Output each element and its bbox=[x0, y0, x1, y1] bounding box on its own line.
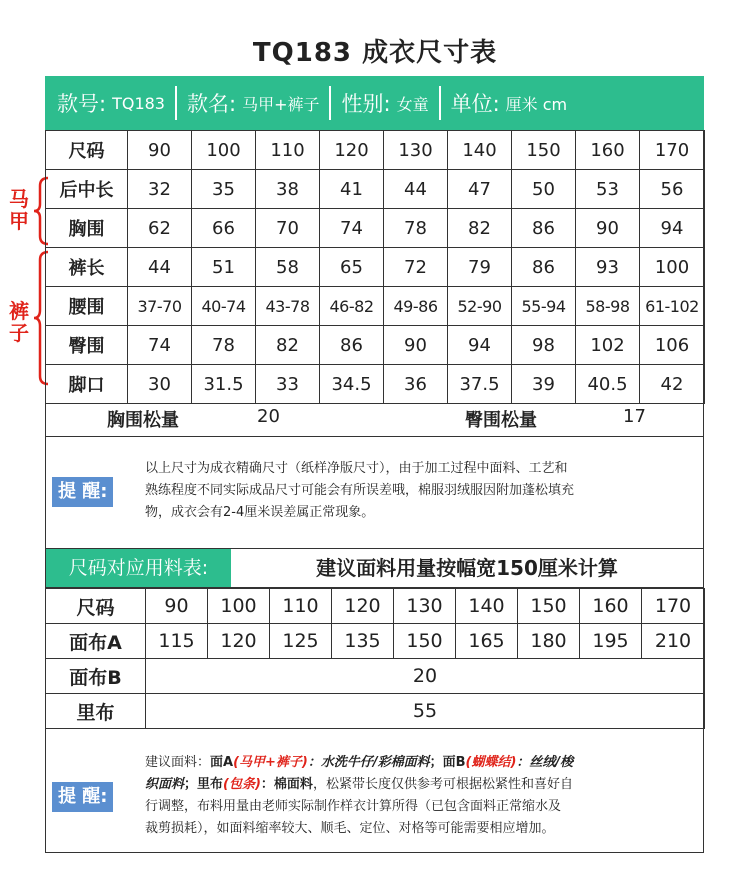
reminder-line: 以上尺寸为成衣精确尺寸（纸样净版尺寸），由于加工过程中面料、工艺和 bbox=[145, 461, 568, 476]
group-label-char: 甲 bbox=[9, 209, 29, 233]
table-cell: 51 bbox=[192, 248, 256, 287]
reminder-tag: 提 醒: bbox=[52, 782, 113, 812]
advice-text: 建议面料： bbox=[145, 755, 211, 770]
chest-ease-label: 胸围松量 bbox=[107, 410, 179, 431]
table-cell: 135 bbox=[332, 624, 394, 659]
table-cell: 47 bbox=[448, 170, 512, 209]
table-row bbox=[46, 248, 705, 287]
size-cell: 140 bbox=[448, 131, 512, 170]
table-row bbox=[46, 624, 705, 659]
row-label: 里布 bbox=[46, 694, 146, 729]
table-cell: 210 bbox=[642, 624, 705, 659]
table-row bbox=[46, 694, 705, 729]
table-cell: 100 bbox=[640, 248, 705, 287]
table-cell: 180 bbox=[518, 624, 580, 659]
size-table bbox=[45, 130, 705, 404]
table-row bbox=[46, 326, 705, 365]
size-label: 尺码 bbox=[46, 589, 146, 624]
size-cell: 90 bbox=[146, 589, 208, 624]
table-cell: 34.5 bbox=[320, 365, 384, 404]
size-cell: 160 bbox=[580, 589, 642, 624]
size-cell: 120 bbox=[320, 131, 384, 170]
table-cell: 102 bbox=[576, 326, 640, 365]
size-cell: 120 bbox=[332, 589, 394, 624]
table-cell: 37-70 bbox=[128, 287, 192, 326]
table-header-row bbox=[46, 131, 705, 170]
advice-text: ：丝绒/梭 bbox=[516, 755, 574, 770]
chest-ease-value: 20 bbox=[257, 406, 280, 427]
table-cell: 37.5 bbox=[448, 365, 512, 404]
group-label-pants bbox=[8, 300, 30, 344]
header-divider bbox=[329, 86, 331, 120]
gender-key: 性别: bbox=[341, 92, 391, 116]
row-label: 胸围 bbox=[46, 209, 128, 248]
table-cell: 41 bbox=[320, 170, 384, 209]
page-title: TQ183 成衣尺寸表 bbox=[252, 38, 498, 68]
hip-ease-value: 17 bbox=[623, 406, 646, 427]
table-cell: 50 bbox=[512, 170, 576, 209]
group-label-char: 裤 bbox=[9, 299, 29, 323]
advice-text: ：棉面料 bbox=[260, 777, 313, 792]
table-cell: 94 bbox=[640, 209, 705, 248]
reminder-text bbox=[145, 458, 697, 524]
style-name-value: 马甲+裤子 bbox=[242, 94, 320, 114]
table-cell: 56 bbox=[640, 170, 705, 209]
group-label-char: 子 bbox=[9, 321, 29, 345]
table-cell: 42 bbox=[640, 365, 705, 404]
style-name-key: 款名: bbox=[186, 92, 237, 116]
group-label-vest bbox=[8, 188, 30, 232]
table-row bbox=[46, 209, 705, 248]
gender-value: 女童 bbox=[396, 94, 429, 114]
fabric-section-heading: 建议面料用量按幅宽150厘米计算 bbox=[316, 556, 618, 580]
header-divider bbox=[175, 86, 177, 120]
table-cell: 53 bbox=[576, 170, 640, 209]
gender bbox=[341, 76, 428, 130]
advice-text: 织面料 bbox=[145, 777, 185, 792]
header-divider bbox=[439, 86, 441, 120]
row-label: 脚口 bbox=[46, 365, 128, 404]
table-cell: 49-86 bbox=[384, 287, 448, 326]
table-cell: 125 bbox=[270, 624, 332, 659]
advice-text: ；里布 bbox=[184, 777, 224, 792]
row-label: 腰围 bbox=[46, 287, 128, 326]
row-label: 后中长 bbox=[46, 170, 128, 209]
table-cell: 55-94 bbox=[512, 287, 576, 326]
size-cell: 130 bbox=[384, 131, 448, 170]
table-row bbox=[46, 170, 705, 209]
advice-highlight: (包条) bbox=[223, 777, 261, 792]
table-cell: 165 bbox=[456, 624, 518, 659]
table-cell: 120 bbox=[208, 624, 270, 659]
size-cell: 110 bbox=[256, 131, 320, 170]
size-cell: 130 bbox=[394, 589, 456, 624]
row-label: 面布B bbox=[46, 659, 146, 694]
table-cell: 65 bbox=[320, 248, 384, 287]
reminder-tag: 提 醒: bbox=[52, 477, 113, 507]
table-cell: 106 bbox=[640, 326, 705, 365]
advice-text: ：水洗牛仔/彩棉面料 bbox=[307, 755, 430, 770]
size-cell: 170 bbox=[640, 131, 705, 170]
table-cell: 74 bbox=[128, 326, 192, 365]
table-cell: 43-78 bbox=[256, 287, 320, 326]
size-cell: 100 bbox=[208, 589, 270, 624]
table-cell: 40-74 bbox=[192, 287, 256, 326]
style-number bbox=[57, 76, 165, 130]
divider bbox=[45, 436, 704, 437]
header-band bbox=[45, 76, 704, 130]
size-label: 尺码 bbox=[46, 131, 128, 170]
table-row bbox=[46, 287, 705, 326]
table-cell: 90 bbox=[576, 209, 640, 248]
group-label-char: 马 bbox=[9, 187, 29, 211]
unit-value: 厘米 cm bbox=[505, 94, 568, 114]
table-cell: 86 bbox=[320, 326, 384, 365]
fabric-advice-text bbox=[145, 752, 697, 840]
fabric-section-header bbox=[45, 548, 704, 588]
table-cell: 82 bbox=[256, 326, 320, 365]
table-cell: 33 bbox=[256, 365, 320, 404]
table-row bbox=[46, 659, 705, 694]
table-cell: 79 bbox=[448, 248, 512, 287]
table-cell: 52-90 bbox=[448, 287, 512, 326]
table-cell: 46-82 bbox=[320, 287, 384, 326]
advice-highlight: (马甲+裤子) bbox=[233, 755, 308, 770]
advice-line: 行调整，布料用量由老师实际制作样衣计算所得（已包含面料正常缩水及 bbox=[145, 799, 562, 814]
table-cell: 72 bbox=[384, 248, 448, 287]
table-cell: 61-102 bbox=[640, 287, 705, 326]
table-cell: 94 bbox=[448, 326, 512, 365]
size-cell: 140 bbox=[456, 589, 518, 624]
size-cell: 150 bbox=[518, 589, 580, 624]
fabric-table bbox=[45, 588, 705, 729]
table-cell: 115 bbox=[146, 624, 208, 659]
fabric-section-label: 尺码对应用料表: bbox=[46, 549, 231, 587]
table-cell: 98 bbox=[512, 326, 576, 365]
table-cell: 38 bbox=[256, 170, 320, 209]
table-cell: 86 bbox=[512, 209, 576, 248]
size-cell: 90 bbox=[128, 131, 192, 170]
style-name bbox=[187, 76, 320, 130]
table-cell: 36 bbox=[384, 365, 448, 404]
row-label: 面布A bbox=[46, 624, 146, 659]
advice-highlight: (蝴蝶结) bbox=[465, 755, 517, 770]
table-cell: 90 bbox=[384, 326, 448, 365]
table-cell: 74 bbox=[320, 209, 384, 248]
unit-key: 单位: bbox=[450, 92, 500, 116]
size-cell: 160 bbox=[576, 131, 640, 170]
table-cell: 86 bbox=[512, 248, 576, 287]
table-cell: 32 bbox=[128, 170, 192, 209]
table-cell: 70 bbox=[256, 209, 320, 248]
ease-row bbox=[45, 398, 704, 436]
reminder-line: 物，成衣会有2-4厘米误差属正常现象。 bbox=[145, 505, 375, 520]
advice-text: 面A bbox=[210, 755, 234, 770]
table-cell: 35 bbox=[192, 170, 256, 209]
reminder-line: 熟练程度不同实际成品尺寸可能会有所误差哦，棉服羽绒服因附加蓬松填充 bbox=[145, 483, 575, 498]
advice-line: 裁剪损耗），如面料缩率较大、顺毛、定位、对格等可能需要相应增加。 bbox=[145, 821, 555, 836]
table-cell: 44 bbox=[384, 170, 448, 209]
table-cell: 66 bbox=[192, 209, 256, 248]
table-cell: 55 bbox=[146, 694, 705, 729]
table-cell: 93 bbox=[576, 248, 640, 287]
table-cell: 62 bbox=[128, 209, 192, 248]
table-cell: 40.5 bbox=[576, 365, 640, 404]
table-cell: 195 bbox=[580, 624, 642, 659]
style-number-key: 款号: bbox=[57, 92, 107, 116]
advice-text: ；面B bbox=[429, 755, 466, 770]
table-cell: 150 bbox=[394, 624, 456, 659]
table-cell: 30 bbox=[128, 365, 192, 404]
size-cell: 110 bbox=[270, 589, 332, 624]
table-cell: 78 bbox=[384, 209, 448, 248]
table-cell: 39 bbox=[512, 365, 576, 404]
row-label: 臀围 bbox=[46, 326, 128, 365]
hip-ease-label: 臀围松量 bbox=[465, 410, 537, 431]
table-cell: 58 bbox=[256, 248, 320, 287]
unit bbox=[451, 76, 568, 130]
table-cell: 82 bbox=[448, 209, 512, 248]
advice-text: ，松紧带长度仅供参考可根据松紧性和喜好自 bbox=[312, 777, 573, 792]
row-label: 裤长 bbox=[46, 248, 128, 287]
table-cell: 44 bbox=[128, 248, 192, 287]
size-cell: 170 bbox=[642, 589, 705, 624]
table-cell: 58-98 bbox=[576, 287, 640, 326]
size-cell: 150 bbox=[512, 131, 576, 170]
style-number-value: TQ183 bbox=[112, 93, 165, 113]
table-cell: 20 bbox=[146, 659, 705, 694]
size-cell: 100 bbox=[192, 131, 256, 170]
table-cell: 78 bbox=[192, 326, 256, 365]
table-cell: 31.5 bbox=[192, 365, 256, 404]
table-header-row bbox=[46, 589, 705, 624]
